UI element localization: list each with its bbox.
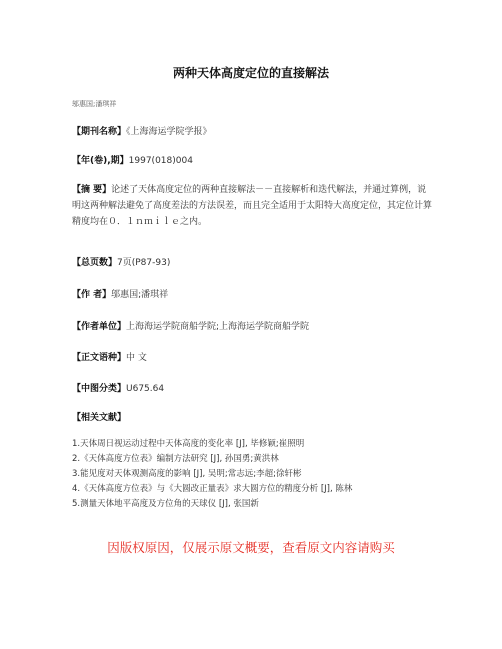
field-label: 【正文语种】 <box>72 353 127 363</box>
field-label: 【年(卷),期】 <box>72 156 129 166</box>
field-abstract <box>72 182 432 230</box>
clc-value: U675.64 <box>126 384 165 394</box>
field-label: 【作 者】 <box>72 290 112 300</box>
field-label: 【总页数】 <box>72 258 118 268</box>
field-language <box>72 350 432 366</box>
related-literature-heading: 【相关文献】 <box>72 413 127 423</box>
journal-name: 《上海海运学院学报》 <box>126 127 212 137</box>
field-author <box>72 287 432 303</box>
field-pages <box>72 255 432 271</box>
reference-item[interactable]: 5.测量天体地平高度及方位角的天球仪 [J], 张国新 <box>72 499 259 509</box>
author-value: 邬惠国;潘琪祥 <box>111 290 169 300</box>
field-year-issue <box>72 153 432 169</box>
field-related <box>72 410 432 426</box>
field-journal <box>72 124 432 140</box>
author-line: 邬惠国;潘琪祥 <box>72 100 117 108</box>
reference-item[interactable]: 2.《天体高度方位表》编制方法研究 [J], 孙国勇;黄洪林 <box>72 454 279 464</box>
copyright-notice: 因版权原因，仅展示原文概要，查看原文内容请购买 <box>107 540 395 555</box>
reference-list <box>72 437 452 512</box>
abstract-text: 论述了天体高度定位的两种直接解法－－直接解析和迭代解法，并通过算例，说明这两种解法避免了高度差法的方法误差，而且完全适用于太阳特大高度定位，其定位计算精度均在０．１ｎｍｉｌｅ之内。 <box>72 185 433 227</box>
field-label: 【中图分类】 <box>72 384 127 394</box>
field-clc <box>72 381 432 397</box>
reference-item[interactable]: 3.能见度对天体观测高度的影响 [J], 吴明;常志远;李超;徐轩彬 <box>72 469 302 479</box>
pages-value: 7页(P87-93) <box>117 258 171 268</box>
field-label: 【期刊名称】 <box>72 127 127 137</box>
document-title: 两种天体高度定位的直接解法 <box>172 66 329 80</box>
year-issue-value: 1997(018)004 <box>128 156 193 166</box>
field-affiliation <box>72 319 432 335</box>
affiliation-value: 上海海运学院商船学院;上海海运学院商船学院 <box>126 322 310 332</box>
language-value: 中 文 <box>126 353 147 363</box>
field-label: 【作者单位】 <box>72 322 127 332</box>
reference-item[interactable]: 4.《天体高度方位表》与《大圆改正量表》求大圆方位的精度分析 [J], 陈林 <box>72 484 353 494</box>
reference-item[interactable]: 1.天体周日视运动过程中天体高度的变化率 [J], 毕修颖;崔照明 <box>72 439 305 449</box>
field-label: 【摘 要】 <box>72 185 112 195</box>
